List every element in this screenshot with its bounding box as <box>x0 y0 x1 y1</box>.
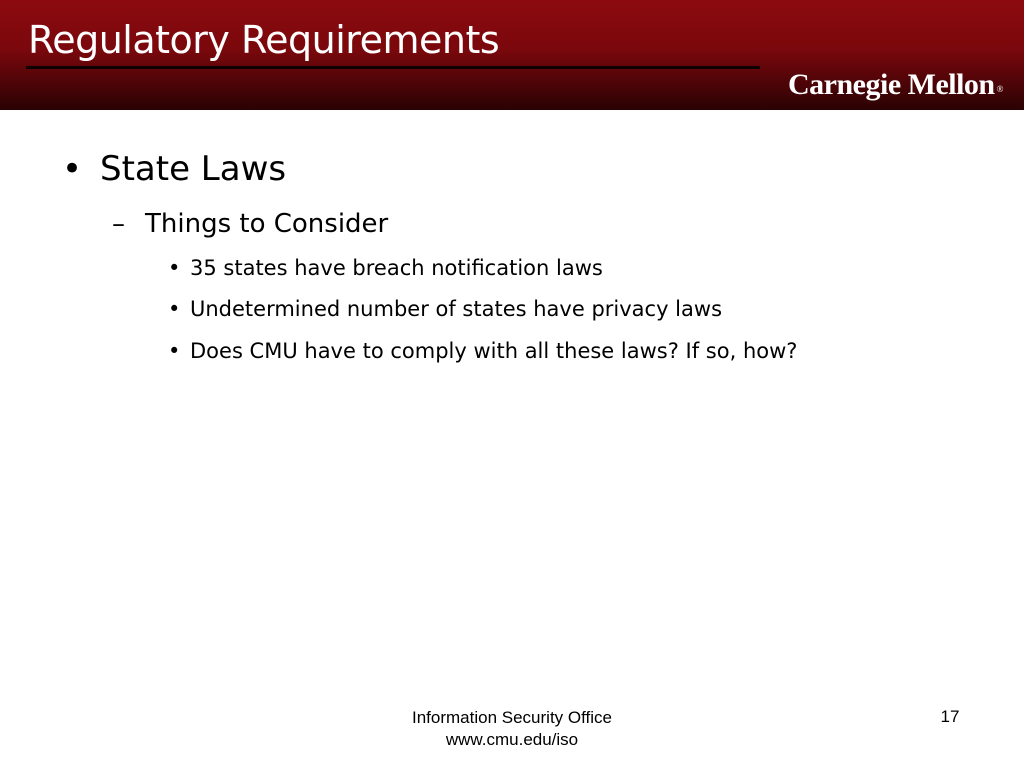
slide-header <box>0 0 1024 110</box>
footer-url: www.cmu.edu/iso <box>445 730 579 749</box>
title-underline <box>26 66 760 69</box>
bullet-dot-icon: • <box>168 256 181 280</box>
bullet-level1-text: State Laws <box>100 149 287 189</box>
bullet-level3-text: Undetermined number of states have privacy laws <box>190 297 723 321</box>
bullet-dash-icon: – <box>112 209 125 239</box>
bullet-level3-text: 35 states have breach notification laws <box>190 256 603 280</box>
bullet-dot-icon: • <box>168 339 181 363</box>
bullet-level3-text: Does CMU have to comply with all these laws? If so, how? <box>190 339 798 363</box>
bullet-dot-icon: • <box>62 149 83 189</box>
slide-footer <box>362 707 662 751</box>
page-number: 17 <box>940 707 960 726</box>
bullet-level2-text: Things to Consider <box>145 209 389 239</box>
bullet-level1 <box>62 149 286 189</box>
registered-mark: ® <box>996 84 1003 94</box>
bullet-level3 <box>168 256 603 280</box>
bullet-level3 <box>168 297 722 321</box>
footer-office-name: Information Security Office <box>412 708 612 727</box>
slide-title: Regulatory Requirements <box>28 18 500 62</box>
bullet-level3 <box>168 339 797 363</box>
logo-text: Carnegie Mellon <box>788 68 995 101</box>
carnegie-mellon-logo <box>788 70 1003 100</box>
bullet-level2 <box>112 209 388 239</box>
bullet-dot-icon: • <box>168 297 181 321</box>
